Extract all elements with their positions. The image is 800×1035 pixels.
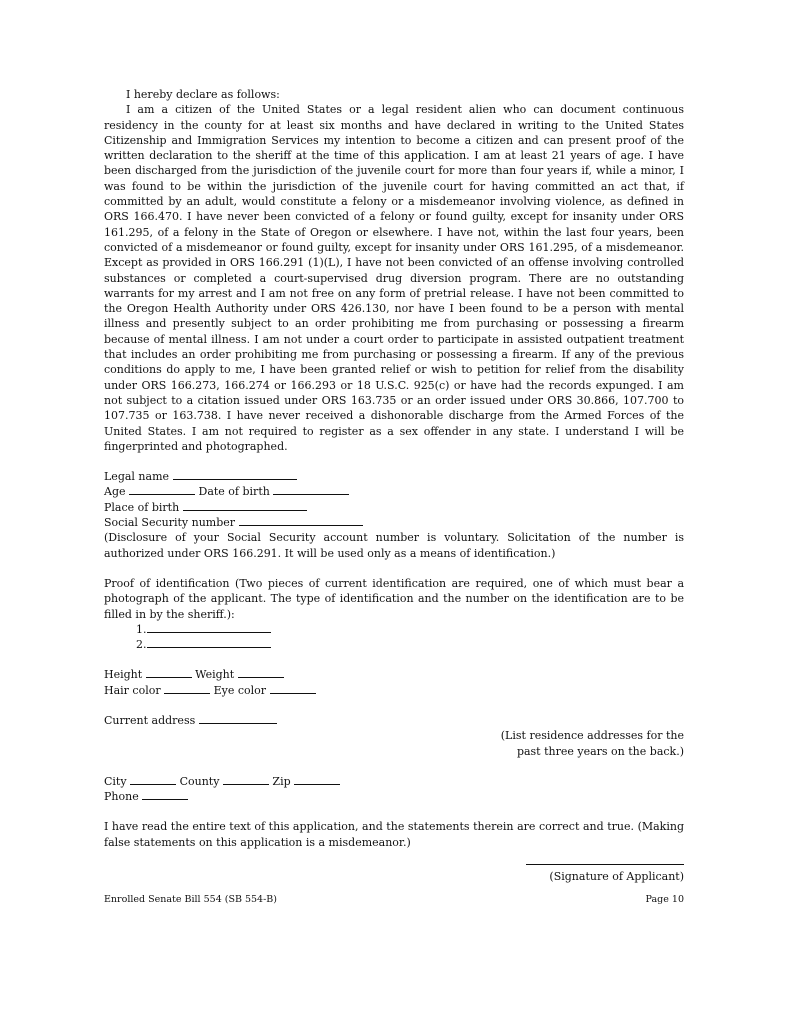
county-field[interactable] <box>223 775 269 785</box>
address-note-2: past three years on the back.) <box>516 744 684 758</box>
id-number-2: 2. <box>136 638 147 652</box>
bill-reference: Enrolled Senate Bill 554 (SB 554-B) <box>104 894 277 905</box>
zip-field[interactable] <box>294 775 340 785</box>
height-field[interactable] <box>146 668 192 678</box>
hair-color-field[interactable] <box>164 684 210 694</box>
phone-label: Phone <box>104 790 139 804</box>
id-list <box>104 622 684 653</box>
ssn-label: Social Security number <box>104 516 236 530</box>
place-of-birth-row <box>104 500 684 515</box>
page-footer <box>104 892 684 907</box>
legal-name-row <box>104 469 684 484</box>
height-label: Height <box>104 668 143 682</box>
weight-field[interactable] <box>238 668 284 678</box>
ssn-note: (Disclosure of your Social Security account number is voluntary. Solicitation of the number is authorized under ORS 166.291. It will be used only as a means of identification.) <box>104 531 684 560</box>
city-label: City <box>104 774 127 788</box>
declaration-body: I am a citizen of the United States or a legal resident alien who can document continuous residency in the county for at least six months and have declared in writing to the United States Citizenship and Immigration Services my intention to become a citizen and can present proof of the written declaration to the sheriff at the time of this application. I am at least 21 years of age. I have been discharged from the jurisdiction of the juvenile court for more than four years if, while a minor, I was found to be within the jurisdiction of the juvenile court for having committed an act that, if committed by an adult, would constitute a felony or a misdemeanor involving violence, as defined in ORS 166.470. I have never been convicted of a felony or found guilty, except for insanity under ORS 161.295, of a felony in the State of Oregon or elsewhere. I have not, within the last four years, been convicted of a misdemeanor or found guilty, except for insanity under ORS 161.295, of a misdemeanor. Except as provided in ORS 166.291 (1)(L), I have not been convicted of an offense involving controlled substances or completed a court-supervised drug diversion program. There are no outstanding warrants for my arrest and I am not free on any form of pretrial release. I have not been committed to the Oregon Health Authority under ORS 426.130, nor have I been found to be a person with mental illness and presently subject to an order prohibiting me from purchasing or possessing a firearm because of mental illness. I am not under a court order to participate in assisted outpatient treatment that includes an order prohibiting me from purchasing or possessing a firearm. If any of the previous conditions do apply to me, I have been granted relief or wish to petition for relief from the disability under ORS 166.273, 166.274 or 166.293 or 18 U.S.C. 925(c) or have had the records expunged. I am not subject to a citation issued under ORS 163.735 or an order issued under ORS 30.866, 107.700 to 107.735 or 163.738. I have never received a dishonorable discharge from the Armed Forces of the United States. I am not required to register as a sex offender in any state. I understand I will be fingerprinted and photographed. <box>104 103 684 453</box>
city-county-zip-row <box>104 774 684 789</box>
place-of-birth-label: Place of birth <box>104 500 180 514</box>
phone-row <box>104 789 684 804</box>
id-field-1[interactable] <box>147 623 271 633</box>
id-row-1 <box>136 622 684 637</box>
current-address-field[interactable] <box>199 714 277 724</box>
signature-label: (Signature of Applicant) <box>549 870 684 884</box>
address-note-1: (List residence addresses for the <box>500 729 684 743</box>
eye-color-label: Eye color <box>213 683 267 697</box>
dob-label: Date of birth <box>198 485 270 499</box>
hair-eye-row <box>104 683 684 698</box>
attestation-text: I have read the entire text of this application, and the statements therein are correct and true. (Making false statements on this application is a misdemeanor.) <box>104 820 684 849</box>
current-address-label: Current address <box>104 713 196 727</box>
declaration-intro: I hereby declare as follows: <box>126 88 280 101</box>
application-form <box>104 87 684 884</box>
place-of-birth-field[interactable] <box>183 501 307 511</box>
current-address-row <box>104 713 684 728</box>
legal-name-label: Legal name <box>104 470 170 484</box>
signature-line[interactable] <box>526 850 684 865</box>
eye-color-field[interactable] <box>270 684 316 694</box>
ssn-field[interactable] <box>239 516 363 526</box>
ssn-row <box>104 515 684 530</box>
weight-label: Weight <box>195 668 235 682</box>
id-row-2 <box>136 637 684 652</box>
id-field-2[interactable] <box>147 638 271 648</box>
city-field[interactable] <box>130 775 176 785</box>
height-weight-row <box>104 667 684 682</box>
county-label: County <box>179 774 220 788</box>
page-number: Page 10 <box>645 894 684 905</box>
legal-name-field[interactable] <box>173 470 297 480</box>
zip-label: Zip <box>272 774 291 788</box>
dob-field[interactable] <box>273 485 349 495</box>
phone-field[interactable] <box>142 790 188 800</box>
proof-of-identification: Proof of identification (Two pieces of current identification are required, one of which must bear a photograph of the applicant. The type of identification and the number on the identification are to be filled in by the sheriff.): <box>104 576 684 621</box>
age-label: Age <box>104 485 126 499</box>
age-field[interactable] <box>129 485 195 495</box>
hair-color-label: Hair color <box>104 683 161 697</box>
age-dob-row <box>104 484 684 499</box>
id-number-1: 1. <box>136 622 147 636</box>
